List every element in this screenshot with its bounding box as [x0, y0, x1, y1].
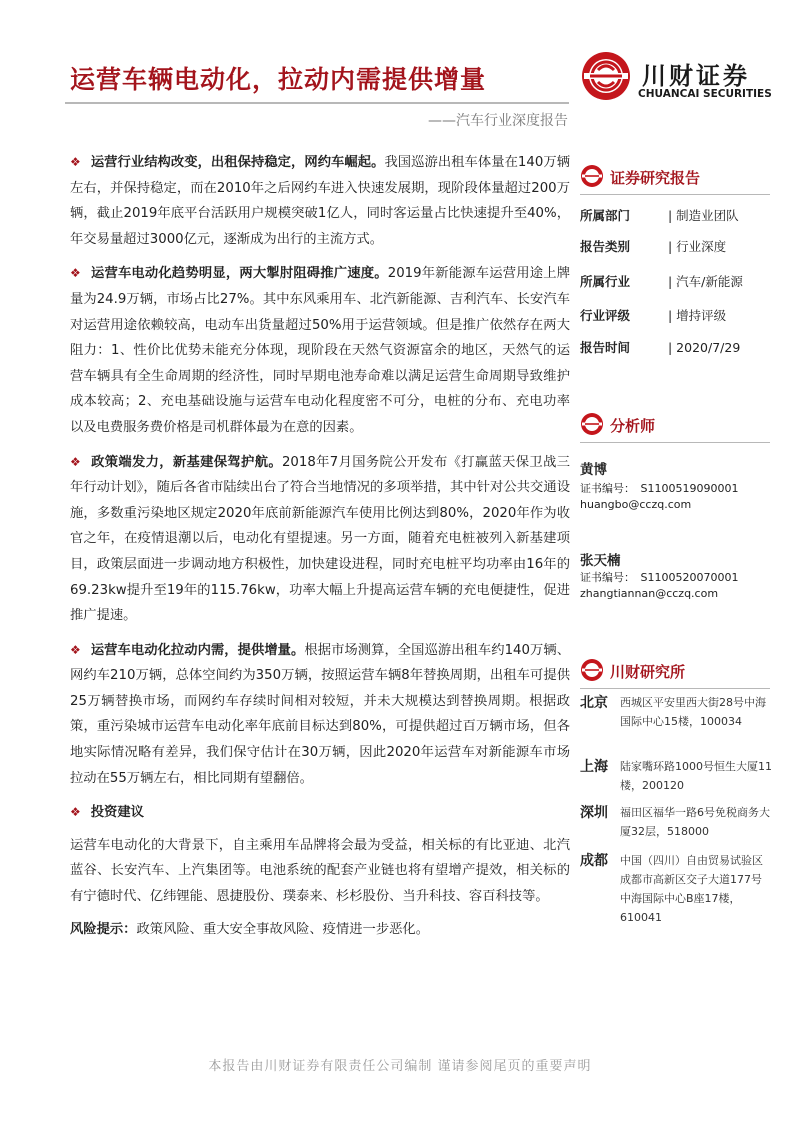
- risk-lead: 风险提示：: [70, 921, 137, 937]
- paragraph-lead: 运营车电动化拉动内需，提供增量。: [90, 642, 305, 658]
- analyst-name: 张天楠: [580, 553, 621, 569]
- sidebar-report-info: [580, 164, 770, 355]
- sidebar-institute: 川财研究所 北京 西城区平安里西大街28号中海国际中心15楼，100034 上海 陆家嘴环路1000号恒生大厦11楼，200120 深圳 福田区福华一路6号免税商务大厦32层，518000 成都 中国（四川）自由贸易试验区成都市高新区交子大道177号中海国际中心B座17楼，610041: [580, 658, 770, 684]
- report-subtitle: ——汽车行业深度报告: [428, 113, 568, 129]
- main-content: [70, 150, 570, 942]
- paragraph-text: 2019年新能源车运营用途上牌量为24.9万辆，市场占比27%。其中东风乘用车、北汽新能源、吉利汽车、长安汽车对运营用途依赖较高，电动车出货量超过50%用于运营领域。但是推广依然存在两大阻力：1、性价比优势未能充分体现，现阶段在天然气资源富余的地区，天然气的运营车辆具有全生命周期的经济性，同时早期电池寿命难以满足运营生命周期导致维护成本较高；2、充电基础设施与运营车电动化程度密不可分，电桩的分布、充电功率以及电费服务费价格是司机群体最为在意的因素。: [70, 266, 571, 435]
- paragraph-policy: [70, 450, 570, 629]
- info-row-industry: 所属行业 | 汽车/新能源: [580, 274, 743, 289]
- risk-warning: [70, 917, 570, 943]
- chuancai-logo-icon: [580, 164, 604, 188]
- paragraph-lead: 政策端发力，新基建保驾护航。: [90, 454, 282, 470]
- diamond-icon: ❖: [70, 155, 81, 169]
- header-divider: [65, 102, 569, 104]
- report-section-heading: 证券研究报告: [610, 169, 701, 187]
- info-row-date: 报告时间 | 2020/7/29: [580, 340, 741, 355]
- paragraph-investment: 运营车电动化的大背景下，自主乘用车品牌将会最为受益，相关标的有比亚迪、北汽蓝谷、长安汽车、上汽集团等。电池系统的配套产业链也将有望增产提效，相关标的有宁德时代、亿纬锂能、恩捷股份、璞泰来、杉杉股份、当升科技、容百科技等。: [70, 837, 570, 905]
- sidebar-divider: [580, 194, 770, 195]
- info-row-category: 报告类别 | 行业深度: [580, 239, 727, 254]
- company-logo: [580, 50, 770, 108]
- analyst-email[interactable]: huangbo@cczq.com: [580, 498, 692, 511]
- institute-section-heading: 川财研究所: [610, 663, 686, 681]
- chuancai-logo-icon: [580, 412, 604, 436]
- info-row-department: 所属部门 | 制造业团队: [580, 208, 739, 223]
- investment-heading: ❖ 投资建议: [70, 800, 570, 826]
- diamond-icon: ❖: [70, 266, 81, 281]
- paragraph-lead: 运营车电动化趋势明显，两大掣肘阻碍推广速度。: [90, 266, 388, 282]
- analyst-cert: 证书编号： S1100519090001: [580, 482, 739, 495]
- paragraph-structure: [70, 150, 570, 252]
- report-title: 运营车辆电动化，拉动内需提供增量: [70, 65, 487, 94]
- paragraph-lead: 运营行业结构改变，出租保持稳定，网约车崛起。: [90, 155, 385, 170]
- page-footer: 本报告由川财证券有限责任公司编制 谨请参阅尾页的重要声明: [208, 1059, 592, 1074]
- analyst-cert: 证书编号： S1100520070001: [580, 571, 739, 584]
- info-row-rating: 行业评级 | 增持评级: [580, 308, 727, 323]
- paragraph-trend: [70, 261, 570, 440]
- chuancai-logo-icon: [580, 50, 632, 102]
- chuancai-logo-icon: [580, 658, 604, 682]
- analyst-email[interactable]: zhangtiannan@cczq.com: [580, 587, 719, 600]
- logo-cn-text: 川财证券: [642, 62, 750, 90]
- diamond-icon: ❖: [70, 642, 81, 657]
- sidebar-divider: [580, 442, 770, 443]
- logo-en-text: CHUANCAI SECURITIES: [638, 88, 772, 100]
- analyst-section-heading: 分析师: [610, 417, 656, 435]
- paragraph-text: 根据市场测算，全国巡游出租车约140万辆、网约车210万辆，总体空间约为350万辆，按照运营车辆8年替换周期，出租车可提供25万辆替换市场，而网约车存续时间相对较短，并未大规模达到替换周期。根据政策，重污染城市运营车电动化率年底前目标达到80%，可提供超过百万辆市场，但各地实际情况略有差异，我们保守估计在30万辆，因此2020年运营车对新能源车市场拉动在55万辆左右，相比同期有望翻倍。: [70, 642, 570, 786]
- diamond-icon: ❖: [70, 805, 81, 820]
- diamond-icon: ❖: [70, 454, 81, 469]
- sidebar-analysts: [580, 412, 770, 600]
- sidebar-divider: [580, 688, 770, 689]
- analyst-name: 黄博: [580, 462, 607, 478]
- paragraph-demand: [70, 638, 570, 792]
- paragraph-text: 2018年7月国务院公开发布《打赢蓝天保卫战三年行动计划》，随后各省市陆续出台了符合当地情况的多项举措，其中针对公共交通设施，多数重污染地区规定2020年底前新能源汽车使用比例达到80%，2020年作为收官之年，在疫情退潮以后，电动化有望提速。另一方面，随着充电桩被列入新基建项目，政策层面进一步调动地方积极性，加快建设进程，同时充电桩平均功率由16年的69.23kw提升至19年的115.76kw，功率大幅上升提高运营车辆的充电便捷性，促进推广提速。: [70, 454, 570, 624]
- paragraph-text: 我国巡游出租车体量在140万辆左右，并保持稳定，而在2010年之后网约车进入快速发展期，现阶段体量超过200万辆，截止2019年底平台活跃用户规模突破1亿人，同时客运量占比快速提升至40%，年交易量超过3000亿元，逐渐成为出行的主流方式。: [70, 155, 570, 247]
- risk-text: 政策风险、重大安全事故风险、疫情进一步恶化。: [136, 921, 430, 937]
